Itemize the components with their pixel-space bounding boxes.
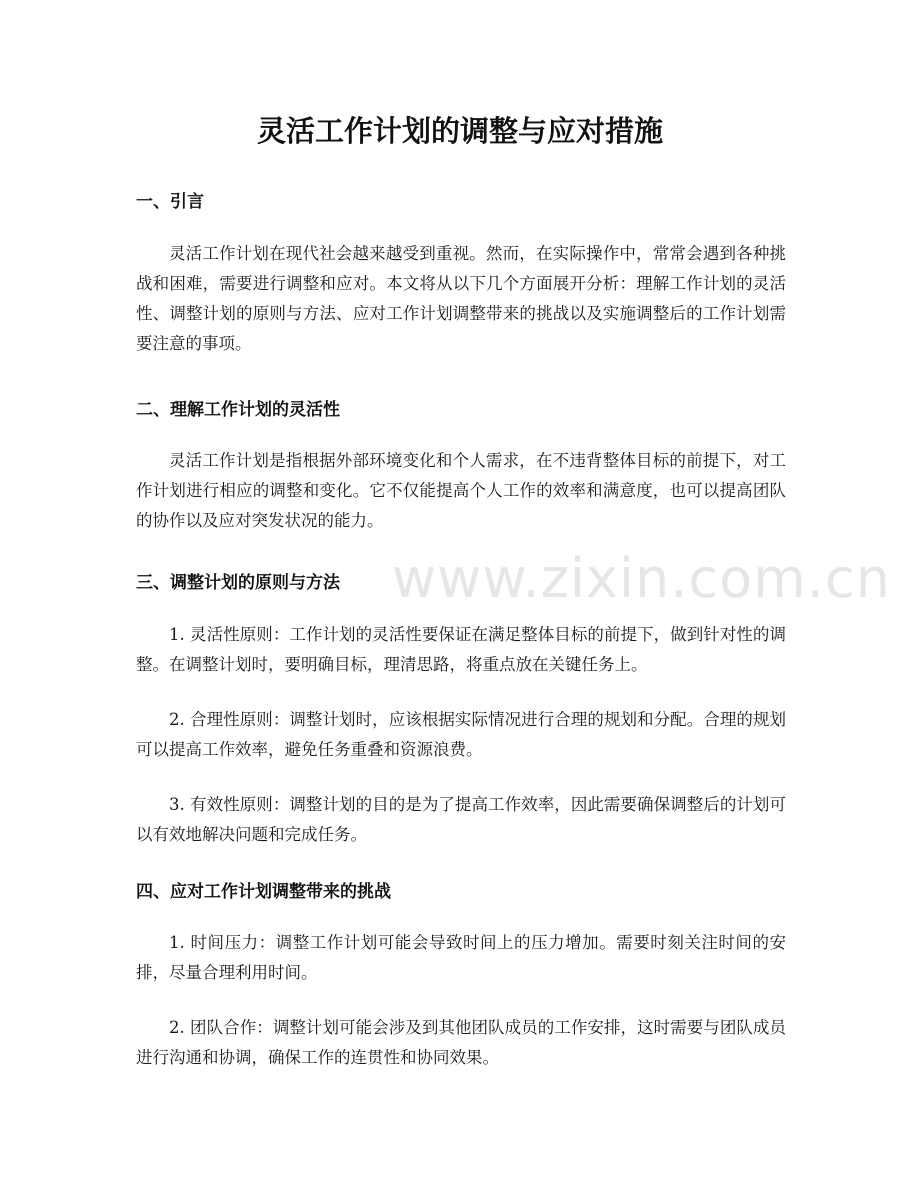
paragraph-challenge-teamwork: 2. 团队合作：调整计划可能会涉及到其他团队成员的工作安排，这时需要与团队成员进行沟通和协调，确保工作的连贯性和协同效果。 [136,1018,786,1067]
paragraph-principle-rationality: 2. 合理性原则：调整计划时，应该根据实际情况进行合理的规划和分配。合理的规划可以提高工作效率，避免任务重叠和资源浪费。 [136,710,786,759]
paragraph-flexibility: 灵活工作计划是指根据外部环境变化和个人需求，在不违背整体目标的前提下，对工作计划进行相应的调整和变化。它不仅能提高个人工作的效率和满意度，也可以提高团队的协作以及应对突发状况的能力。 [136,451,786,530]
document-title: 灵活工作计划的调整与应对措施 [256,114,663,148]
paragraph-principle-flexibility: 1. 灵活性原则：工作计划的灵活性要保证在满足整体目标的前提下，做到针对性的调整。在调整计划时，要明确目标，理清思路，将重点放在关键任务上。 [136,625,786,674]
section-heading-principles: 三、调整计划的原则与方法 [136,573,340,593]
paragraph-challenge-time: 1. 时间压力：调整工作计划可能会导致时间上的压力增加。需要时刻关注时间的安排，尽量合理利用时间。 [136,933,786,982]
section-heading-flexibility: 二、理解工作计划的灵活性 [136,400,340,420]
watermark: www.zixin.com.cn [392,547,891,610]
section-heading-challenges: 四、应对工作计划调整带来的挑战 [136,882,391,902]
paragraph-intro: 灵活工作计划在现代社会越来越受到重视。然而，在实际操作中，常常会遇到各种挑战和困难，需要进行调整和应对。本文将从以下几个方面展开分析：理解工作计划的灵活性、调整计划的原则与方法、应对工作计划调整带来的挑战以及实施调整后的工作计划需要注意的事项。 [136,244,786,353]
paragraph-principle-effectiveness: 3. 有效性原则：调整计划的目的是为了提高工作效率，因此需要确保调整后的计划可以有效地解决问题和完成任务。 [136,795,786,844]
section-heading-intro: 一、引言 [136,192,204,212]
